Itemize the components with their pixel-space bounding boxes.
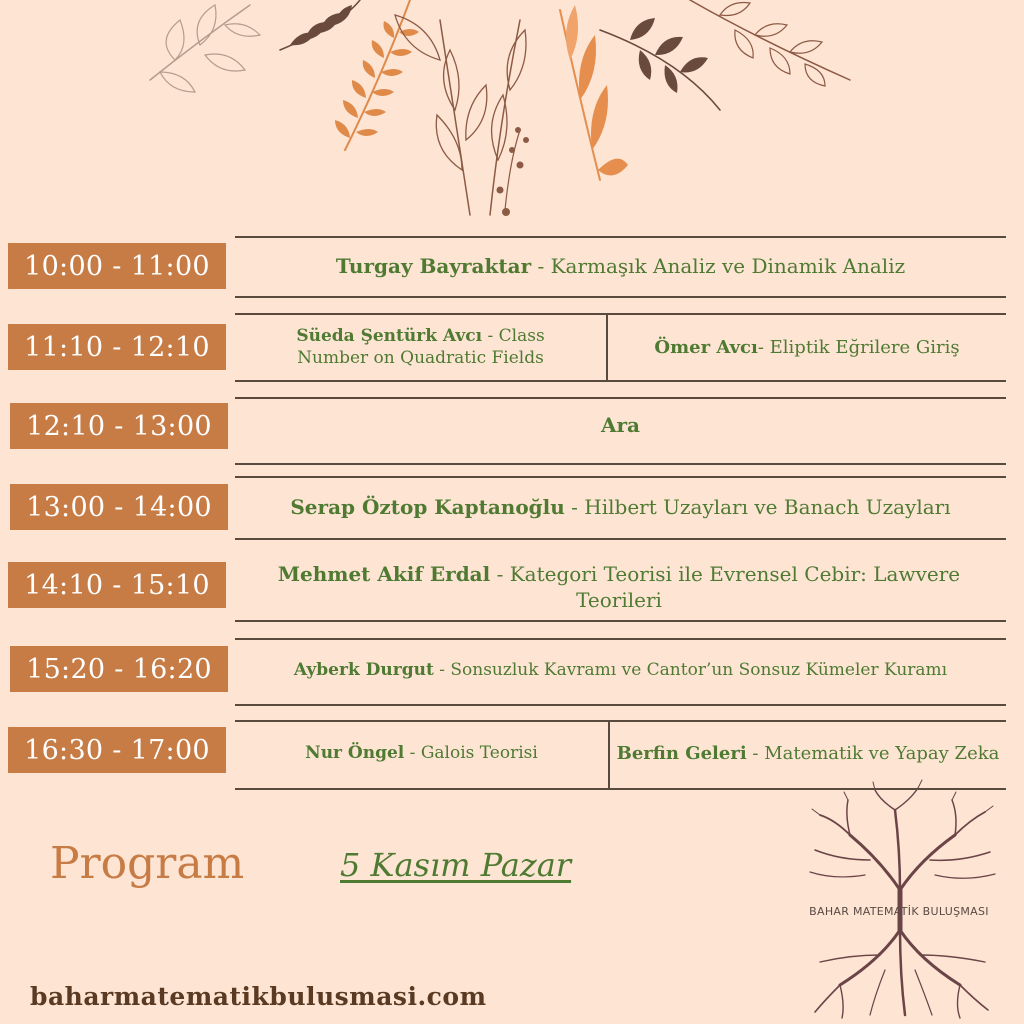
talk-2b: [608, 315, 1006, 380]
time-slot-1: 10:00 - 11:00: [8, 243, 226, 289]
divider: [235, 463, 1006, 465]
separator: -: [757, 336, 770, 358]
speaker-name: Nur Öngel: [305, 743, 405, 764]
speaker-name: Turgay Bayraktar: [335, 254, 532, 279]
speaker-name: Ömer Avcı: [654, 336, 758, 358]
divider: [235, 704, 1006, 706]
talk-title: Karmaşık Analiz ve Dinamik Analiz: [550, 254, 906, 279]
separator: -: [404, 743, 421, 764]
talk-title: Matematik ve Yapay Zeka: [764, 743, 1000, 765]
separator: -: [746, 743, 765, 765]
talk-title: Sonsuzluk Kavramı ve Cantor’un Sonsuz Kümeler Kuramı: [450, 660, 948, 681]
talk-title: Kategori Teorisi ile Evrensel Cebir: Lawvere Teorileri: [509, 562, 961, 612]
talk-4: [235, 478, 1006, 538]
talk-6: [235, 640, 1006, 702]
divider: [235, 788, 1006, 790]
time-slot-5: 14:10 - 15:10: [8, 562, 226, 608]
talk-2a: [235, 315, 606, 380]
speaker-name: Mehmet Akif Erdal: [277, 562, 491, 587]
speaker-name: Berfin Geleri: [616, 743, 747, 765]
divider: [235, 620, 1006, 622]
break: [235, 399, 1006, 453]
divider: [235, 380, 1006, 382]
program-title: Program: [50, 838, 245, 889]
talk-5: [232, 560, 1006, 616]
time-slot-6: 15:20 - 16:20: [10, 646, 228, 692]
talk-7a: [235, 722, 608, 786]
talk-7b: [610, 722, 1006, 786]
time-slot-4: 13:00 - 14:00: [10, 484, 228, 530]
time-slot-7: 16:30 - 17:00: [8, 727, 226, 773]
time-slot-3: 12:10 - 13:00: [10, 403, 228, 449]
separator: -: [564, 495, 585, 520]
separator: -: [433, 660, 451, 681]
separator: -: [531, 254, 551, 279]
talk-title: Eliptik Eğrilere Giriş: [769, 336, 960, 358]
talk-title: Class Number on Quadratic Fields: [297, 325, 545, 368]
divider: [235, 538, 1006, 540]
break-label: Ara: [600, 413, 640, 438]
speaker-name: Süeda Şentürk Avcı: [296, 325, 483, 346]
time-slot-2: 11:10 - 12:10: [8, 324, 226, 370]
separator: -: [482, 325, 499, 346]
logo-text: BAHAR MATEMATİK BULUŞMASI: [809, 905, 989, 918]
speaker-name: Ayberk Durgut: [293, 660, 434, 681]
separator: -: [490, 562, 510, 587]
leaf-branches-decoration: [0, 0, 1024, 230]
event-date: 5 Kasım Pazar: [340, 846, 572, 884]
website-url: baharmatematikbulusmasi.com: [30, 982, 487, 1011]
talk-title: Hilbert Uzayları ve Banach Uzayları: [584, 495, 951, 520]
divider: [235, 296, 1006, 298]
talk-1: [235, 238, 1006, 296]
talk-title: Galois Teorisi: [420, 743, 538, 764]
speaker-name: Serap Öztop Kaptanoğlu: [290, 495, 565, 520]
